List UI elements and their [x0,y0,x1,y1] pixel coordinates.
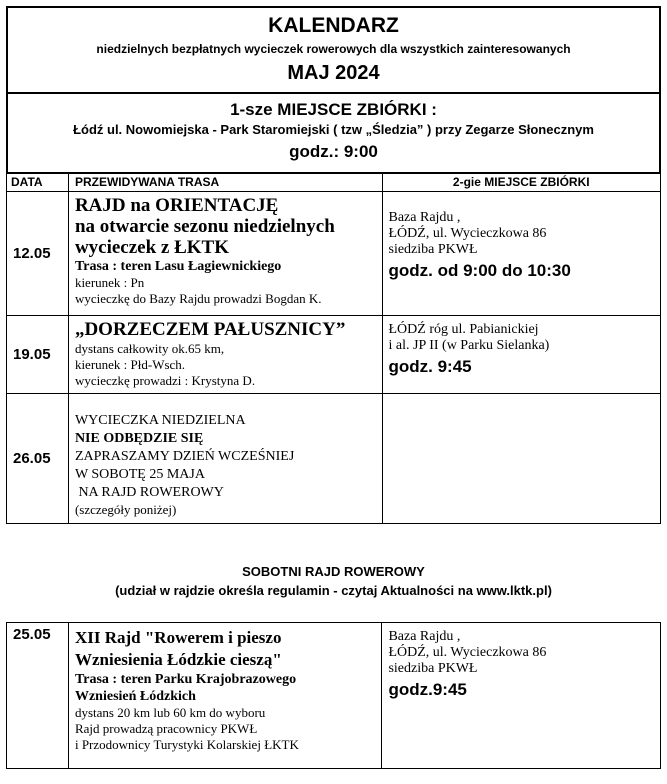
notice-line: WYCIECZKA NIEDZIELNA [74,413,246,428]
meeting-place-1-time: godz.: 9:00 [289,142,378,161]
route-detail: wycieczkę prowadzi : Krystyna D. [74,373,256,388]
route-cell [68,623,381,769]
route-title: XII Rajd "Rowerem i pieszo [74,628,282,647]
route-trasa: Trasa : teren Parku Krajobrazowego [74,672,297,687]
notice-line-bold: NIE ODBĘDZIE SIĘ [74,431,204,446]
meeting-2-cell [382,623,661,769]
saturday-table [6,622,661,769]
route-cell [68,316,382,394]
route-detail: kierunek : Pn [74,275,145,290]
meeting-2-line: i al. JP II (w Parku Sielanka) [388,338,550,353]
calendar-month: MAJ 2024 [287,62,380,84]
route-title-line: Wzniesienia Łódzkie cieszą" [74,650,282,669]
notice-line: ZAPRASZAMY DZIEŃ WCZEŚNIEJ [74,449,295,464]
route-trasa: Trasa : teren Lasu Łagiewnickiego [74,259,282,274]
meeting-2-line: ŁÓDŹ, ul. Wycieczkowa 86 [388,645,547,660]
route-detail: i Przodownicy Turystyki Kolarskiej ŁKTK [74,737,299,752]
notice-line: (szczegóły poniżej) [74,502,177,517]
meeting-2-cell [382,316,661,394]
meeting-2-line: Baza Rajdu , [388,629,461,644]
notice-line: W SOBOTĘ 25 MAJA [74,467,205,482]
saturday-subtitle: (udział w rajdzie określa regulamin - czytaj Aktualności na www.lktk.pl) [115,583,552,598]
notice-line: NA RAJD ROWEROWY [74,485,224,500]
column-header-route: PRZEWIDYWANA TRASA [68,174,382,192]
meeting-place-1 [6,94,661,174]
row-date: 25.05 [7,623,69,769]
table-row [7,192,661,316]
meeting-2-line: ŁÓDŹ róg ul. Pabianickiej [388,322,539,337]
column-header-date: DATA [7,174,69,192]
route-cell [68,394,382,524]
meeting-2-time: godz.9:45 [388,680,467,699]
meeting-2-cell [382,192,661,316]
meeting-2-time: godz. 9:45 [388,357,472,376]
calendar-title: KALENDARZ [268,14,399,37]
meeting-2-line: Baza Rajdu , [388,210,461,225]
route-trasa: Wzniesień Łódzkich [74,689,196,704]
row-date: 12.05 [7,192,69,316]
meeting-2-cell-empty [382,394,661,524]
meeting-2-time: godz. od 9:00 do 10:30 [388,261,571,280]
table-row [7,316,661,394]
row-date: 19.05 [7,316,69,394]
route-title-line: na otwarcie sezonu niedzielnych [74,216,335,237]
saturday-title: SOBOTNI RAJD ROWEROWY [242,564,425,579]
route-title: „DORZECZEM PAŁUSZNICY” [74,319,346,340]
meeting-place-1-title: 1-sze MIEJSCE ZBIÓRKI : [230,100,437,119]
row-date: 26.05 [7,394,69,524]
meeting-2-line: siedziba PKWŁ [388,242,478,257]
calendar-subtitle: niedzielnych bezpłatnych wycieczek rowerowych dla wszystkich zainteresowanych [96,42,571,56]
route-title: RAJD na ORIENTACJĘ [74,195,279,216]
route-detail: Rajd prowadzą pracownicy PKWŁ [74,721,258,736]
route-detail: kierunek : Płd-Wsch. [74,357,186,372]
route-detail: wycieczkę do Bazy Rajdu prowadzi Bogdan K. [74,291,322,306]
meeting-2-line: siedziba PKWŁ [388,661,478,676]
meeting-2-line: ŁÓDŹ, ul. Wycieczkowa 86 [388,226,547,241]
table-row [7,394,661,524]
calendar-header [6,6,661,94]
route-detail: dystans 20 km lub 60 km do wyboru [74,705,266,720]
meeting-place-1-address: Łódź ul. Nowomiejska - Park Staromiejski ( tzw „Śledzia” ) przy Zegarze Słonecznym [73,122,594,137]
route-detail: dystans całkowity ok.65 km, [74,341,225,356]
column-header-meeting-2: 2-gie MIEJSCE ZBIÓRKI [382,174,661,192]
schedule-table [6,173,661,524]
route-cell [68,192,382,316]
route-title-line: wycieczek z ŁKTK [74,237,230,258]
table-row [7,623,661,769]
